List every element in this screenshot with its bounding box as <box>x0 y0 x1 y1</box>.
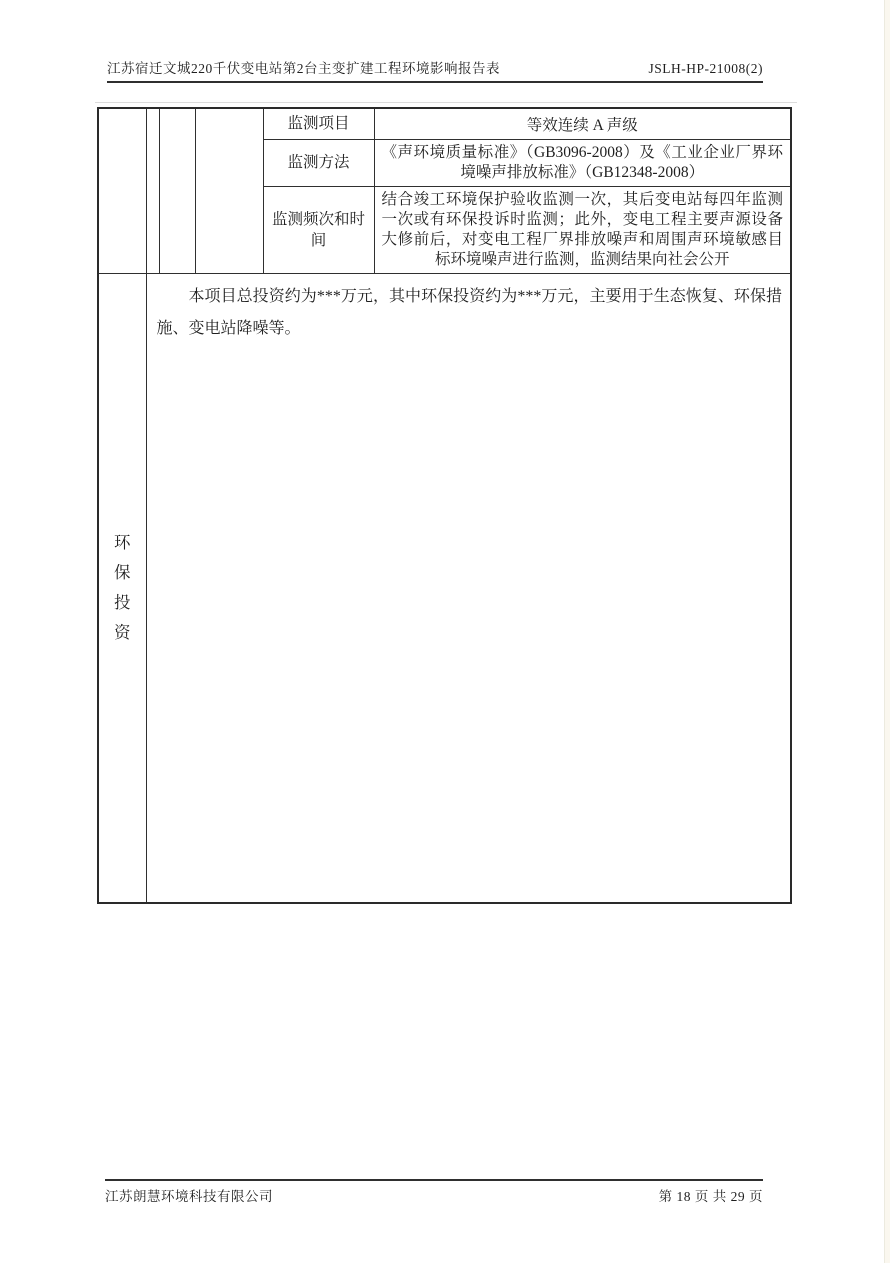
table-row-monitoring-item <box>98 108 791 139</box>
scan-edge <box>884 0 890 1263</box>
monitoring-table <box>97 107 792 904</box>
page-header <box>107 57 763 83</box>
investment-label: 环保投资 <box>114 532 131 642</box>
empty-cell <box>159 108 195 273</box>
row-content-monitoring-method: 《声环境质量标准》（GB3096-2008）及《工业企业厂界环境噪声排放标准》（GB12348-2008） <box>374 139 791 186</box>
table-row-investment <box>98 273 791 903</box>
header-title: 江苏宿迁文城220千伏变电站第2台主变扩建工程环境影响报告表 <box>107 61 500 76</box>
investment-row-label-cell <box>98 273 146 903</box>
scan-artifact-line <box>95 102 797 103</box>
empty-cell <box>98 108 146 273</box>
row-content-monitoring-frequency: 结合竣工环境保护验收监测一次，其后变电站每四年监测一次或有环保投诉时监测；此外，变电工程主要声源设备大修前后，对变电工程厂界排放噪声和周围声环境敏感目标环境噪声进行监测，监测结果向社会公开 <box>374 186 791 273</box>
empty-cell <box>195 108 263 273</box>
footer-company: 江苏朗慧环境科技有限公司 <box>105 1189 273 1204</box>
investment-content-cell <box>146 273 791 903</box>
page-footer <box>105 1179 763 1205</box>
header-doc-code: JSLH-HP-21008(2) <box>648 61 763 76</box>
investment-content: 本项目总投资约为***万元，其中环保投资约为***万元，主要用于生态恢复、环保措施、变电站降噪等。 <box>156 287 782 337</box>
row-label-monitoring-method: 监测方法 <box>263 139 374 186</box>
row-label-monitoring-item: 监测项目 <box>263 108 374 139</box>
row-content-monitoring-item: 等效连续 A 声级 <box>374 108 791 139</box>
empty-cell <box>146 108 159 273</box>
row-label-monitoring-frequency: 监测频次和时间 <box>263 186 374 273</box>
footer-page-number: 第 18 页 共 29 页 <box>658 1189 763 1204</box>
